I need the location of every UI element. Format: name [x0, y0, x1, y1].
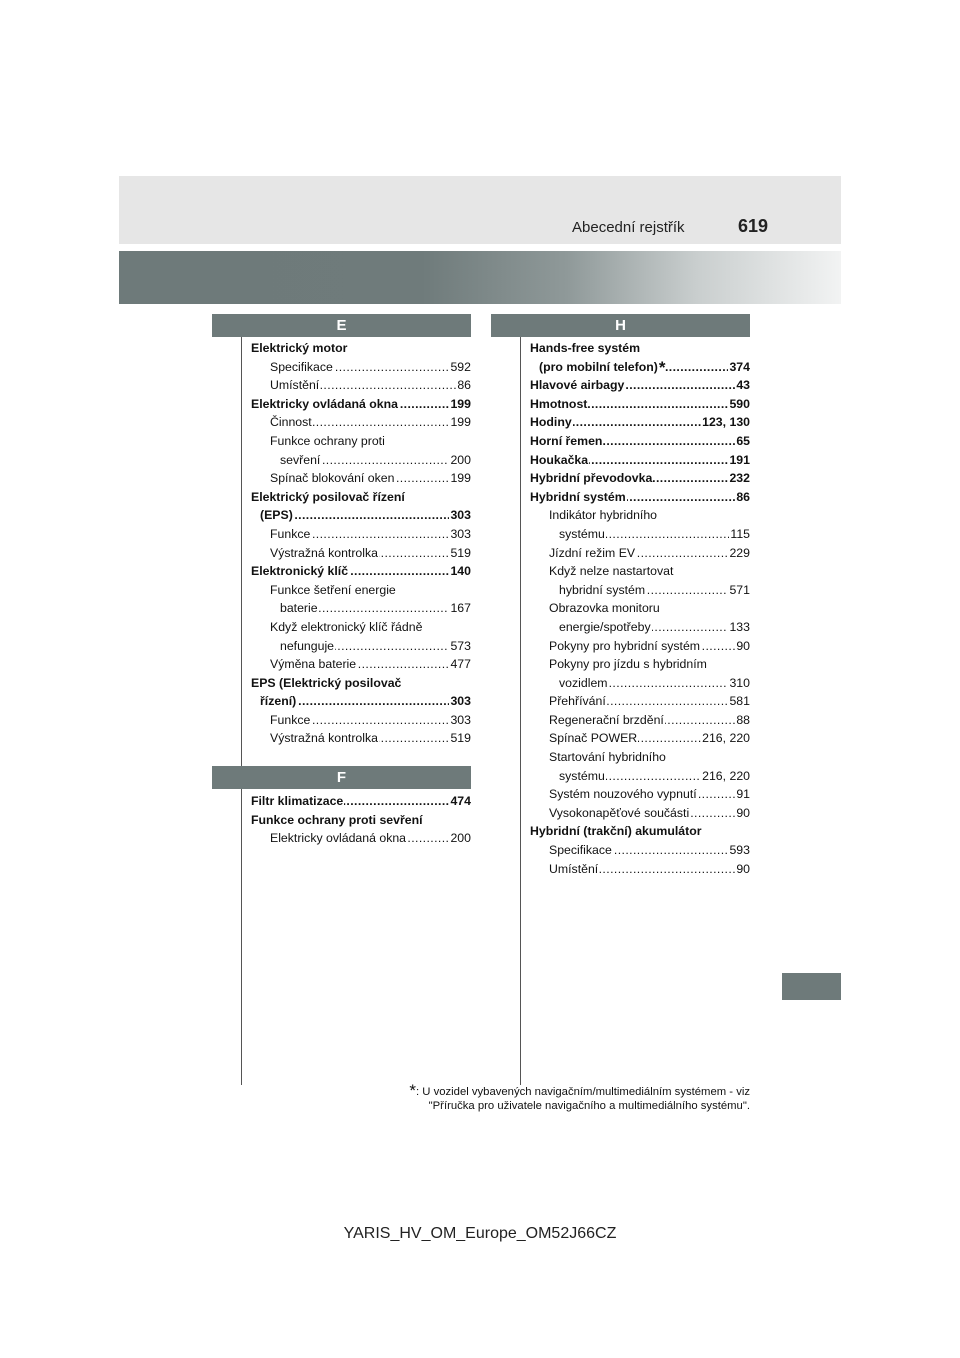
index-entry — [280, 599, 471, 618]
index-entry — [270, 655, 471, 674]
index-entry — [559, 674, 750, 693]
index-entry — [270, 358, 471, 377]
index-entry — [530, 413, 750, 432]
index-entry — [549, 692, 750, 711]
index-entry-term: Specifikace — [270, 359, 333, 374]
index-entry — [530, 432, 750, 451]
index-entry — [270, 432, 471, 451]
index-entry-page: 88 — [735, 711, 750, 730]
index-entry-page: 65 — [735, 432, 750, 451]
section-thumb-tab — [782, 973, 841, 1000]
footnote-marker: * — [658, 357, 666, 377]
index-entry-term: Hybridní systém — [530, 489, 626, 504]
index-entry — [549, 655, 750, 674]
index-entry — [270, 711, 471, 730]
page-title: Abecední rejstřík — [572, 219, 685, 236]
section-header-e: E — [212, 314, 471, 337]
index-entry-term: řízení) — [260, 694, 297, 709]
index-entry — [270, 413, 471, 432]
index-entry-term: Elektronický klíč — [251, 564, 349, 579]
index-entry-page: 571 — [728, 581, 750, 600]
index-entry-term: Filtr klimatizace — [251, 794, 344, 808]
index-entry-page: 199 — [449, 395, 471, 414]
index-entry-term: Výměna baterie — [270, 657, 357, 672]
index-entry — [549, 860, 750, 879]
index-entry-term: energie/spotřeby — [559, 619, 651, 634]
index-entry — [270, 525, 471, 544]
index-entry-page: 199 — [449, 413, 471, 432]
right-column-divider — [520, 337, 521, 1085]
index-entry-term: sevření — [280, 452, 321, 467]
footnote-line-1: : U vozidel vybavených navigačním/multimediálním systémem - viz — [416, 1086, 750, 1098]
index-entry-page: 519 — [449, 544, 471, 563]
index-entry-page: 43 — [735, 376, 750, 395]
index-entry — [530, 395, 750, 414]
index-entry — [270, 618, 471, 637]
index-entry-term: Přehřívání — [549, 694, 606, 709]
index-entry — [549, 841, 750, 860]
index-entry-term: Funkce ochrany proti — [270, 433, 385, 448]
index-entry-term: Obrazovka monitoru — [549, 601, 660, 616]
index-entry-page: 216, 220 — [701, 729, 750, 748]
index-entry-term: Funkce — [270, 526, 311, 541]
index-entry-term: (EPS) — [260, 508, 293, 523]
index-entry-page: 86 — [735, 488, 750, 507]
index-entry-page: 115 — [729, 525, 750, 544]
index-entry-page: 167 — [449, 599, 471, 618]
document-id: YARIS_HV_OM_Europe_OM52J66CZ — [343, 1225, 617, 1242]
index-entry-page: 581 — [728, 692, 750, 711]
index-entry-term: Spínač blokování oken — [270, 471, 395, 486]
index-entry-page: 90 — [735, 804, 750, 823]
index-entry — [270, 544, 471, 563]
index-entry-term: Specifikace — [549, 843, 612, 858]
index-entry — [559, 618, 750, 637]
index-entry-page: 86 — [456, 376, 471, 395]
index-entry-page: 573 — [449, 637, 471, 656]
index-entry-term: systému — [559, 526, 605, 541]
index-entry-term: Umístění — [549, 861, 599, 876]
index-entry — [549, 506, 750, 525]
footnote-line-2: "Příručka pro uživatele navigačního a multimediálního systému". — [428, 1100, 750, 1112]
index-entry-term: Elektricky ovládaná okna — [270, 831, 407, 846]
index-entry-page: 303 — [449, 506, 471, 525]
index-entry — [251, 562, 471, 581]
index-entry-term: Činnost — [270, 415, 312, 430]
footnote — [300, 1081, 750, 1113]
index-entry-term: hybridní systém — [559, 582, 646, 597]
index-entry-page: 216, 220 — [701, 767, 750, 786]
index-entry — [549, 748, 750, 767]
index-entry — [539, 358, 750, 377]
index-entry — [530, 339, 750, 358]
index-entry — [559, 581, 750, 600]
index-entry-page: 191 — [728, 451, 750, 470]
index-entry-page: 310 — [728, 674, 750, 693]
index-entry — [251, 811, 471, 830]
index-entry — [559, 767, 750, 786]
index-entry-term: baterie — [280, 601, 318, 616]
section-header-f: F — [212, 766, 471, 789]
index-entry — [549, 804, 750, 823]
index-entry — [559, 525, 750, 544]
index-entry — [251, 395, 471, 414]
index-entry-term: nefunguje — [280, 638, 335, 653]
index-entry-page: 90 — [735, 860, 750, 879]
index-entry — [530, 451, 750, 470]
index-entry-term: Umístění — [270, 378, 320, 393]
footnote-star: * — [409, 1081, 416, 1100]
index-entry-term: Systém nouzového vypnutí — [549, 787, 697, 802]
index-entry-page: 303 — [449, 711, 471, 730]
index-entry-term: Když elektronický klíč řádně — [270, 619, 423, 634]
index-entry — [270, 376, 471, 395]
index-entry-term: Jízdní režim EV — [549, 545, 636, 560]
index-entry-page: 90 — [735, 637, 750, 656]
index-entry-term: Startování hybridního — [549, 750, 666, 765]
index-entry — [280, 451, 471, 470]
index-entry-term: Pokyny pro jízdu s hybridním — [549, 657, 707, 672]
index-entry — [530, 376, 750, 395]
index-entry-term: Výstražná kontrolka — [270, 731, 378, 746]
section-header-h: H — [491, 314, 750, 337]
index-entry-page: 133 — [728, 618, 750, 637]
index-entry — [549, 711, 750, 730]
index-entry-term: Hmotnost — [530, 396, 588, 411]
index-entry-term: Funkce ochrany proti sevření — [251, 812, 423, 827]
index-entry-term: Vysokonapěťové součásti — [549, 805, 690, 820]
index-entry-page: 303 — [449, 692, 471, 711]
index-entry-term: Regenerační brzdění — [549, 712, 664, 727]
index-entry-term: Hodiny — [530, 415, 572, 430]
index-entry — [260, 692, 471, 711]
index-entry-term: Výstražná kontrolka — [270, 545, 378, 560]
header-bar — [119, 176, 841, 244]
index-entry — [549, 544, 750, 563]
index-entry-term: Funkce šetření energie — [270, 582, 396, 597]
index-entry — [270, 829, 471, 848]
index-entry-term: Hlavové airbagy — [530, 378, 625, 393]
index-section-h — [530, 339, 750, 878]
index-entry — [549, 562, 750, 581]
index-entry-term: Elektrický posilovač řízení — [251, 489, 405, 504]
index-entry-term: Hands-free systém — [530, 341, 641, 355]
index-entry-page: 140 — [449, 562, 471, 581]
index-entry-page: 200 — [449, 829, 471, 848]
page-number: 619 — [738, 216, 769, 236]
index-entry-page: 474 — [449, 792, 471, 811]
index-entry — [549, 599, 750, 618]
index-entry-term: Pokyny pro hybridní systém — [549, 638, 701, 653]
index-entry-page: 519 — [449, 729, 471, 748]
index-entry — [530, 469, 750, 488]
index-entry — [251, 339, 471, 358]
index-section-f — [251, 792, 471, 848]
index-entry-page: 232 — [728, 469, 750, 488]
index-entry-term: EPS (Elektrický posilovač — [251, 675, 402, 690]
index-entry — [549, 785, 750, 804]
index-entry-page: 229 — [728, 544, 750, 563]
index-entry — [251, 792, 471, 811]
index-entry-term: Houkačka — [530, 452, 589, 467]
header-gradient-band — [119, 251, 841, 304]
index-entry-page: 374 — [728, 358, 750, 377]
left-column-divider — [241, 337, 242, 1085]
index-entry — [530, 822, 750, 841]
index-entry-term: Spínač POWER — [549, 731, 638, 746]
index-entry-term: (pro mobilní telefon) — [539, 359, 658, 374]
index-entry-page: 123, 130 — [701, 413, 750, 432]
index-entry — [251, 488, 471, 507]
index-entry — [530, 488, 750, 507]
index-entry-page: 303 — [449, 525, 471, 544]
index-entry-page: 592 — [449, 358, 471, 377]
index-entry — [549, 729, 750, 748]
index-entry — [549, 637, 750, 656]
index-entry-term: Když nelze nastartovat — [549, 564, 674, 579]
index-entry — [260, 506, 471, 525]
index-entry-page: 593 — [728, 841, 750, 860]
index-entry-term: Hybridní (trakční) akumulátor — [530, 824, 702, 839]
index-entry — [270, 581, 471, 600]
index-entry-term: vozidlem — [559, 675, 608, 690]
index-entry — [270, 469, 471, 488]
index-entry-term: Funkce — [270, 712, 311, 727]
index-entry-term: Elektrický motor — [251, 341, 348, 355]
index-entry-page: 91 — [735, 785, 750, 804]
index-entry-term: Horní řemen — [530, 433, 603, 448]
index-entry — [270, 729, 471, 748]
index-entry — [280, 637, 471, 656]
index-entry-page: 200 — [449, 451, 471, 470]
index-section-e — [251, 339, 471, 748]
index-entry-term: Indikátor hybridního — [549, 508, 658, 523]
index-entry-term: Hybridní převodovka — [530, 471, 653, 486]
index-entry-page: 199 — [449, 469, 471, 488]
index-entry-page: 477 — [449, 655, 471, 674]
index-entry-term: systému — [559, 768, 605, 783]
index-entry — [251, 674, 471, 693]
index-entry-page: 590 — [728, 395, 750, 414]
index-entry-term: Elektricky ovládaná okna — [251, 396, 398, 411]
